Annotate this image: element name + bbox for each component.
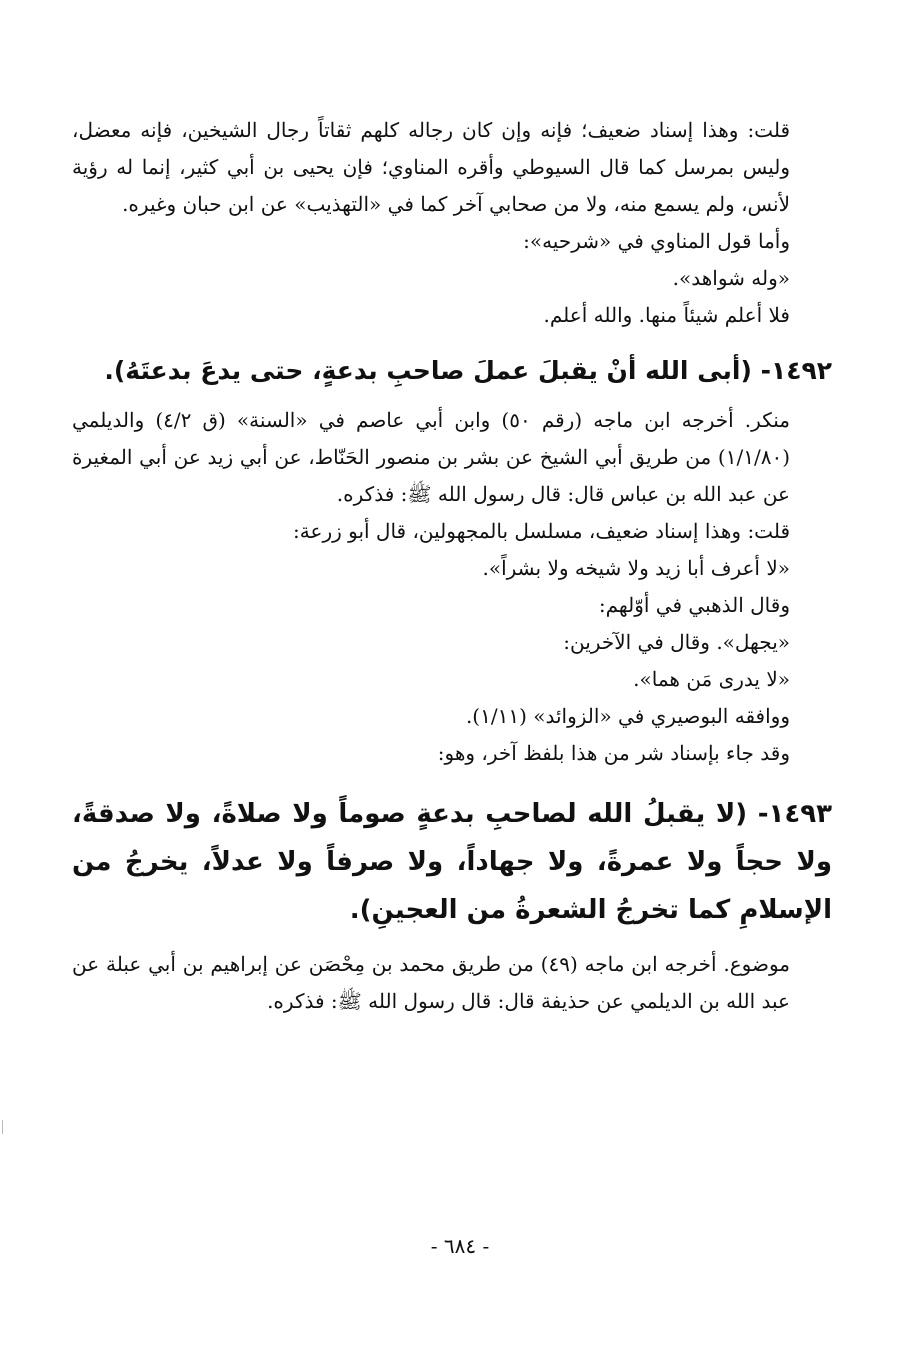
page-body (72, 112, 832, 1020)
takhrij-paragraph: منكر. أخرجه ابن ماجه (رقم ٥٠) وابن أبي عاصم في «السنة» (ق ٤/٢) والديلمي (١/١/٨٠) من طريق أبي الشيخ عن بشر بن منصور الحَنّاط، عن أبي زيد عن أبي المغيرة عن عبد الله بن عباس قال: قال رسول الله ﷺ: فذكره. (72, 408, 790, 506)
commentary-paragraph: فلا أعلم شيئاً منها. والله أعلم. (543, 303, 790, 327)
quote-line: «لا أعرف أبا زيد ولا شيخه ولا بشراً». (482, 556, 790, 580)
commentary-paragraph: قلت: وهذا إسناد ضعيف؛ فإنه وإن كان رجاله كلهم ثقاتاً رجال الشيخين، فإنه معضل، وليس بمرسل كما قال السيوطي وأقره المناوي؛ فإن يحيى بن أبي كثير، إنما له رؤية لأنس، ولم يسمع منه، ولا من صحابي آخر كما في «التهذيب» عن ابن حبان وغيره. (72, 118, 790, 216)
scan-edge-mark (2, 1120, 3, 1134)
hadith-title-1492: ١٤٩٢- (أبى الله أنْ يقبلَ عملَ صاحبِ بدعةٍ، حتى يدعَ بدعتَهُ). (104, 356, 832, 385)
commentary-paragraph: وقد جاء بإسناد شر من هذا بلفظ آخر، وهو: (437, 741, 790, 765)
commentary-paragraph: قلت: وهذا إسناد ضعيف، مسلسل بالمجهولين، قال أبو زرعة: (293, 519, 790, 543)
takhrij-paragraph: موضوع. أخرجه ابن ماجه (٤٩) من طريق محمد بن مِحْصَن عن إبراهيم بن أبي عبلة عن عبد الله بن الديلمي عن حذيفة قال: قال رسول الله ﷺ: فذكره. (72, 952, 790, 1013)
hadith-title-1493: ١٤٩٣- (لا يقبلُ الله لصاحبِ بدعةٍ صوماً ولا صلاةً، ولا صدقةً، ولا حجاً ولا عمرةً، ولا جهاداً، ولا صرفاً ولا عدلاً، يخرجُ من الإسلامِ كما تخرجُ الشعرةُ من العجينِ). (72, 799, 832, 925)
quote-line: «وله شواهد». (672, 266, 790, 290)
quote-line: «لا يدرى مَن هما». (633, 667, 790, 691)
commentary-paragraph: وقال الذهبي في أوّلهم: (598, 593, 790, 617)
quote-line: «يجهل». وقال في الآخرين: (563, 630, 790, 654)
commentary-paragraph: وأما قول المناوي في «شرحيه»: (523, 229, 790, 253)
commentary-paragraph: ووافقه البوصيري في «الزوائد» (١/١١). (465, 704, 790, 728)
page-number: - ٦٨٤ - (430, 1234, 490, 1258)
